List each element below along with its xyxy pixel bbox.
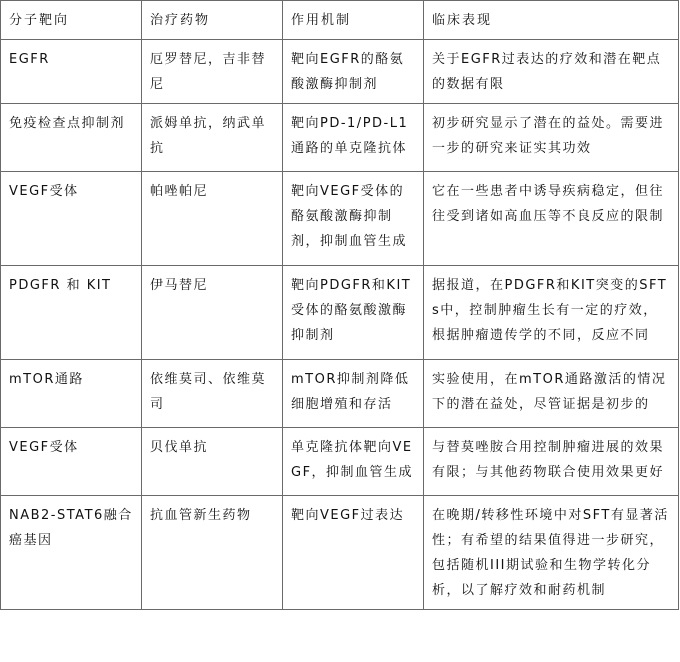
- cell-drug: 帕唑帕尼: [142, 172, 283, 266]
- cell-target: VEGF受体: [1, 172, 142, 266]
- cell-mechanism: 靶向PDGFR和KIT受体的酪氨酸激酶抑制剂: [283, 266, 424, 360]
- cell-drug: 伊马替尼: [142, 266, 283, 360]
- cell-target: EGFR: [1, 40, 142, 104]
- cell-mechanism: 单克隆抗体靶向VEGF，抑制血管生成: [283, 428, 424, 496]
- table-row: [1, 104, 679, 172]
- cell-mechanism: 靶向EGFR的酪氨酸激酶抑制剂: [283, 40, 424, 104]
- header-clinical-findings: 临床表现: [424, 1, 679, 40]
- cell-clinical: 在晚期/转移性环境中对SFT有显著活性；有希望的结果值得进一步研究，包括随机III期试验和生物学转化分析，以了解疗效和耐药机制: [424, 496, 679, 610]
- table-row: [1, 496, 679, 610]
- table-row: [1, 266, 679, 360]
- cell-drug: 贝伐单抗: [142, 428, 283, 496]
- cell-mechanism: mTOR抑制剂降低细胞增殖和存活: [283, 360, 424, 428]
- header-molecular-target: 分子靶向: [1, 1, 142, 40]
- cell-target: PDGFR 和 KIT: [1, 266, 142, 360]
- cell-mechanism: 靶向VEGF受体的酪氨酸激酶抑制剂，抑制血管生成: [283, 172, 424, 266]
- cell-target: VEGF受体: [1, 428, 142, 496]
- cell-target: NAB2-STAT6融合癌基因: [1, 496, 142, 610]
- cell-clinical: 初步研究显示了潜在的益处。需要进一步的研究来证实其功效: [424, 104, 679, 172]
- cell-target: 免疫检查点抑制剂: [1, 104, 142, 172]
- cell-clinical: 关于EGFR过表达的疗效和潜在靶点的数据有限: [424, 40, 679, 104]
- cell-mechanism: 靶向PD-1/PD-L1通路的单克隆抗体: [283, 104, 424, 172]
- cell-target: mTOR通路: [1, 360, 142, 428]
- table-row: [1, 40, 679, 104]
- table-row: [1, 428, 679, 496]
- header-mechanism: 作用机制: [283, 1, 424, 40]
- table-header-row: [1, 1, 679, 40]
- cell-drug: 派姆单抗，纳武单抗: [142, 104, 283, 172]
- cell-drug: 抗血管新生药物: [142, 496, 283, 610]
- cell-clinical: 据报道，在PDGFR和KIT突变的SFTs中，控制肿瘤生长有一定的疗效，根据肿瘤遗传学的不同，反应不同: [424, 266, 679, 360]
- cell-drug: 依维莫司、依维莫司: [142, 360, 283, 428]
- table-row: [1, 172, 679, 266]
- header-therapeutic-drug: 治疗药物: [142, 1, 283, 40]
- cell-clinical: 它在一些患者中诱导疾病稳定，但往往受到诸如高血压等不良反应的限制: [424, 172, 679, 266]
- table-row: [1, 360, 679, 428]
- cell-drug: 厄罗替尼，吉非替尼: [142, 40, 283, 104]
- cell-mechanism: 靶向VEGF过表达: [283, 496, 424, 610]
- cell-clinical: 实验使用，在mTOR通路激活的情况下的潜在益处，尽管证据是初步的: [424, 360, 679, 428]
- cell-clinical: 与替莫唑胺合用控制肿瘤进展的效果有限；与其他药物联合使用效果更好: [424, 428, 679, 496]
